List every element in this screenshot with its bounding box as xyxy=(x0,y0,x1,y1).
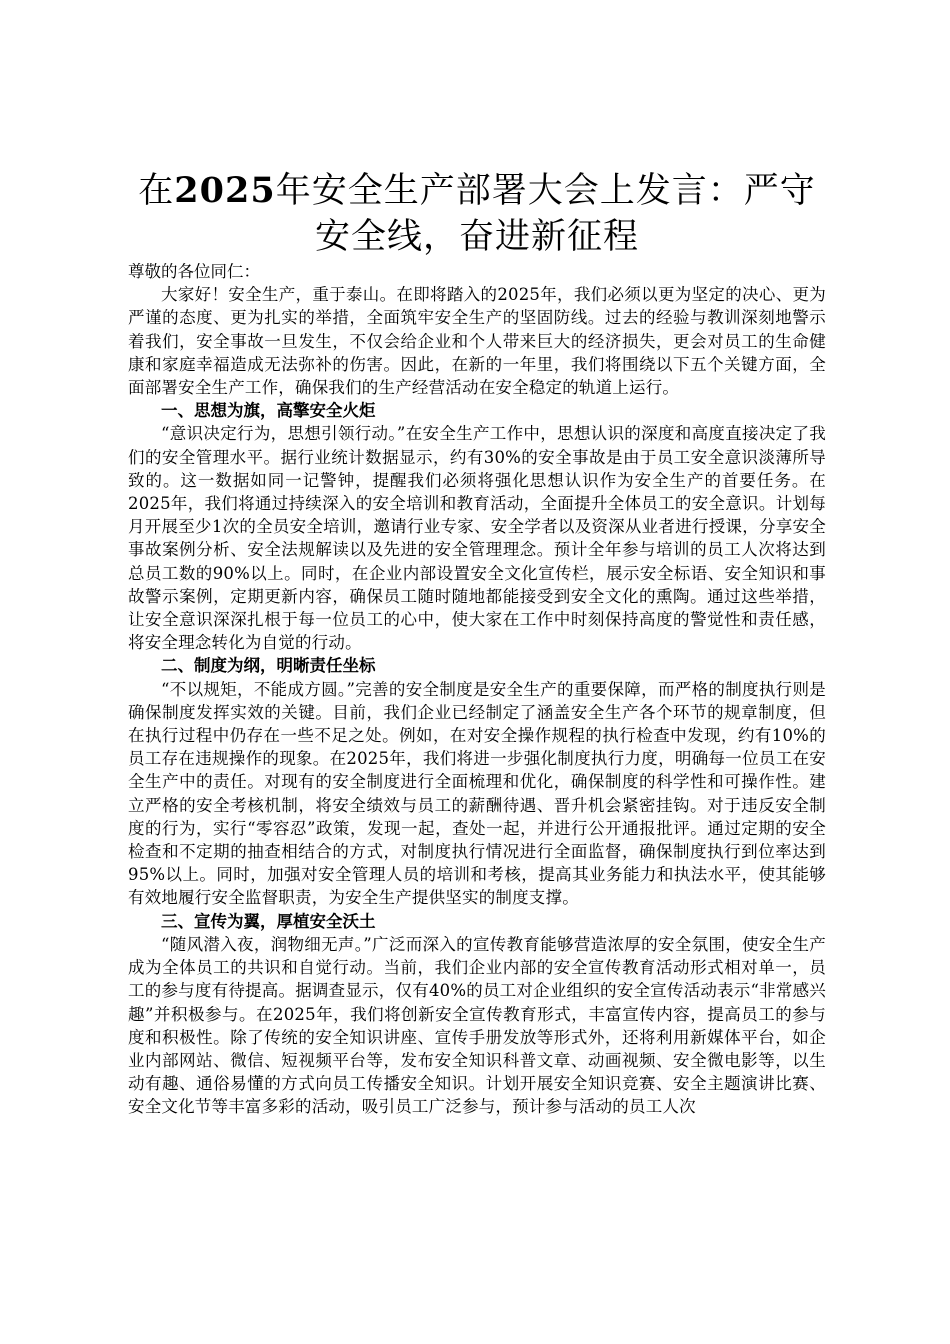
document-page xyxy=(128,168,826,1119)
section-body-1: “意识决定行为，思想引领行动。”在安全生产工作中，思想认识的深度和高度直接决定了我们的安全管理水平。据行业统计数据显示，约有30%的安全事故是由于员工安全意识淡薄所导致的。这一数据如同一记警钟，提醒我们必须将强化思想认识作为安全生产的首要任务。在2025年，我们将通过持续深入的安全培训和教育活动，全面提升全体员工的安全意识。计划每月开展至少1次的全员安全培训，邀请行业专家、安全学者以及资深从业者进行授课，分享安全事故案例分析、安全法规解读以及先进的安全管理理念。预计全年参与培训的员工人次将达到总员工数的90%以上。同时，在企业内部设置安全文化宣传栏，展示安全标语、安全知识和事故警示案例，定期更新内容，确保员工随时随地都能接受到安全文化的熏陶。通过这些举措，让安全意识深深扎根于每一位员工的心中，使大家在工作中时刻保持高度的警觉性和责任感，将安全理念转化为自觉的行动。 xyxy=(128,424,826,653)
section-heading-3: 三、宣传为翼，厚植安全沃土 xyxy=(161,911,376,931)
title-prefix: 在 xyxy=(138,171,175,211)
section-heading-2: 二、制度为纲，明晰责任坐标 xyxy=(161,656,376,676)
intro-paragraph: 大家好！安全生产，重于泰山。在即将踏入的2025年，我们必须以更为坚定的决心、更为严谨的态度、更为扎实的举措，全面筑牢安全生产的坚固防线。过去的经验与教训深刻地警示着我们，安全事故一旦发生，不仅会给企业和个人带来巨大的经济损失，更会对员工的生命健康和家庭幸福造成无法弥补的伤害。因此，在新的一年里，我们将围绕以下五个关键方面，全面部署安全生产工作，确保我们的生产经营活动在安全稳定的轨道上运行。 xyxy=(128,285,826,398)
section-heading-1: 一、思想为旗，高擎安全火炬 xyxy=(161,401,376,421)
greeting: 尊敬的各位同仁： xyxy=(128,262,260,281)
title-year: 2025 xyxy=(174,170,276,211)
title-rest: 年安全生产部署大会上发言：严守安全线，奋进新征程 xyxy=(275,171,816,257)
section-body-2: “不以规矩，不能成方圆。”完善的安全制度是安全生产的重要保障，而严格的制度执行则是确保制度发挥实效的关键。目前，我们企业已经制定了涵盖安全生产各个环节的规章制度，但在执行过程中仍存在一些不足之处。例如，在对安全操作规程的执行检查中发现，约有10%的员工存在违规操作的现象。在2025年，我们将进一步强化制度执行力度，明确每一位员工在安全生产中的责任。对现有的安全制度进行全面梳理和优化，确保制度的科学性和可操作性。建立严格的安全考核机制，将安全绩效与员工的薪酬待遇、晋升机会紧密挂钩。对于违反安全制度的行为，实行“零容忍”政策，发现一起，查处一起，并进行公开通报批评。通过定期的安全检查和不定期的抽查相结合的方式，对制度执行情况进行全面监督，确保制度执行到位率达到95%以上。同时，加强对安全管理人员的培训和考核，提高其业务能力和执法水平，使其能够有效地履行安全监督职责，为安全生产提供坚实的制度支撑。 xyxy=(128,679,826,908)
section-body-3: “随风潜入夜，润物细无声。”广泛而深入的宣传教育能够营造浓厚的安全氛围，使安全生产成为全体员工的共识和自觉行动。当前，我们企业内部的安全宣传教育活动形式相对单一，员工的参与度有待提高。据调查显示，仅有40%的员工对企业组织的安全宣传活动表示“非常感兴趣”并积极参与。在2025年，我们将创新安全宣传教育形式，丰富宣传内容，提高员工的参与度和积极性。除了传统的安全知识讲座、宣传手册发放等形式外，还将利用新媒体平台，如企业内部网站、微信、短视频平台等，发布安全知识科普文章、动画视频、安全微电影等，以生动有趣、通俗易懂的方式向员工传播安全知识。计划开展安全知识竞赛、安全主题演讲比赛、安全文化节等丰富多彩的活动，吸引员工广泛参与，预计参与活动的员工人次 xyxy=(128,934,826,1117)
document-title xyxy=(128,168,826,260)
